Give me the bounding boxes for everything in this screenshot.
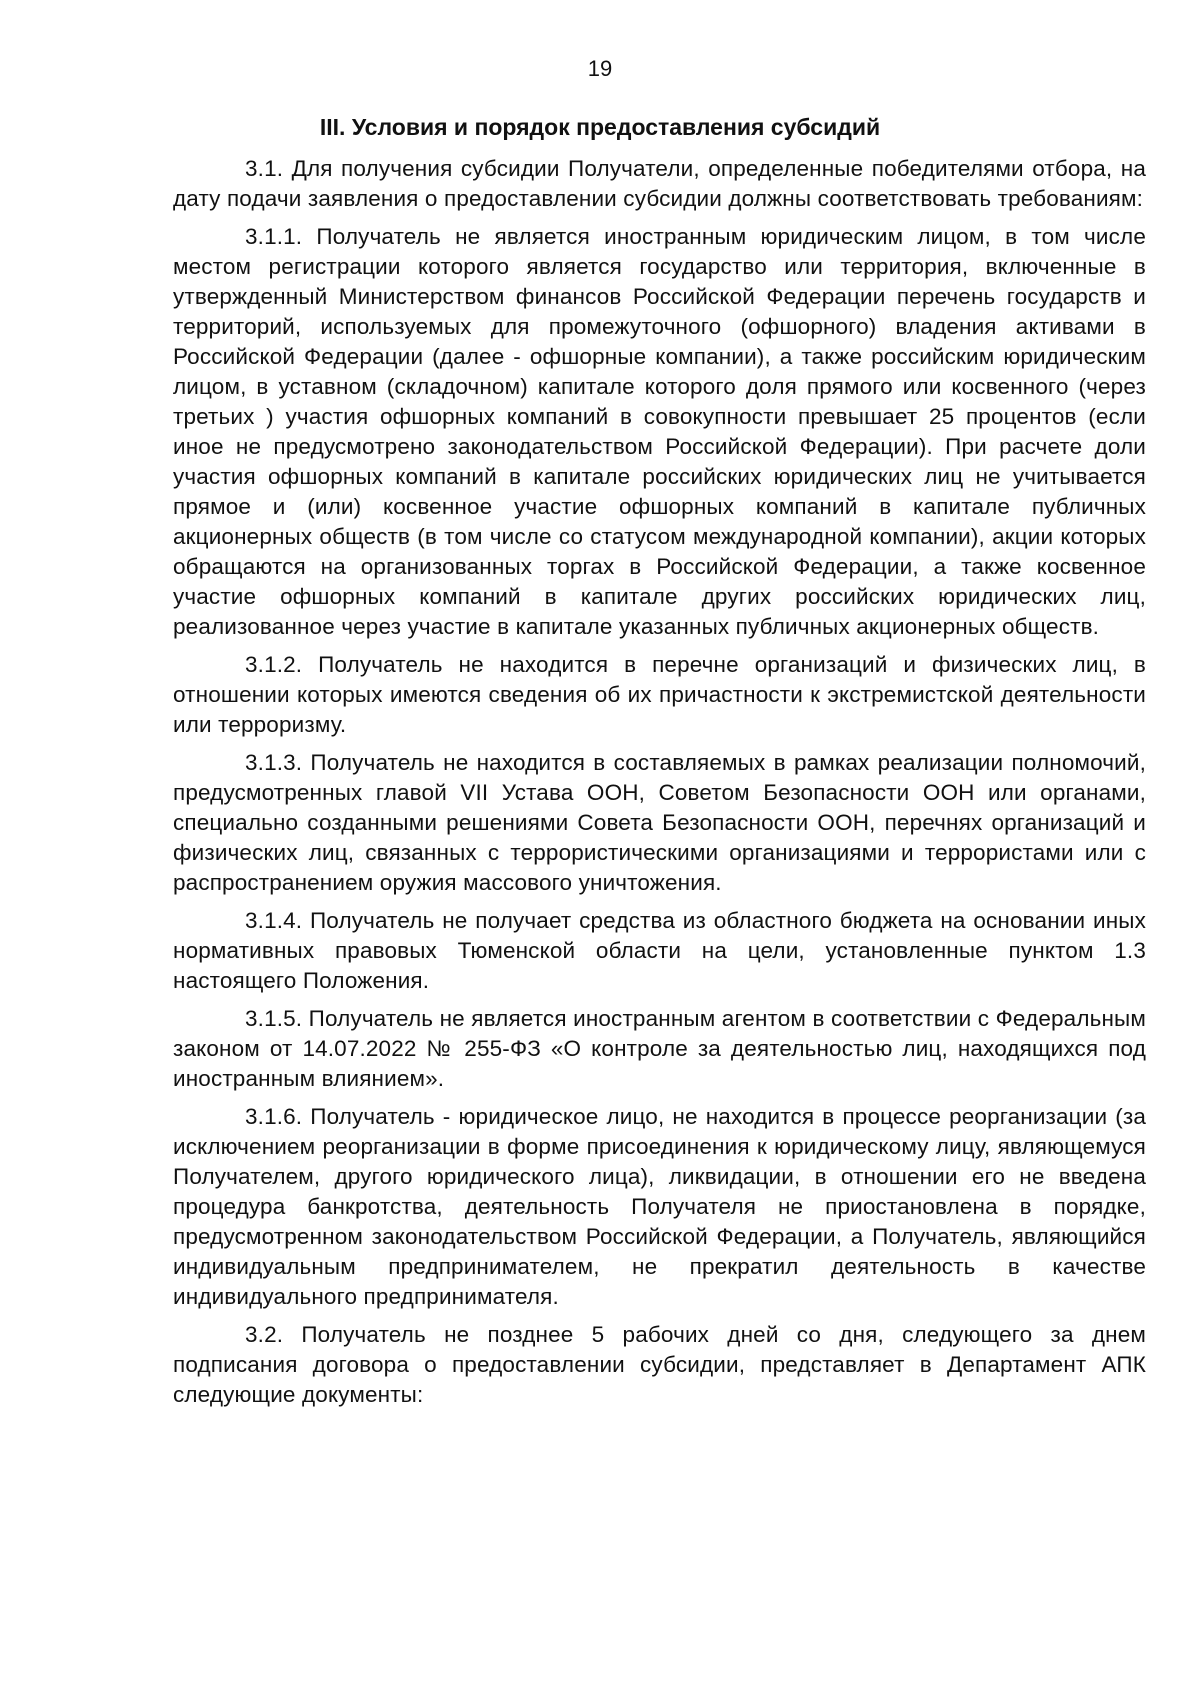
paragraph-3-1: 3.1. Для получения субсидии Получатели, определенные победителями отбора, на дату подачи заявления о предоставлении субсидии должны соответствовать требованиям:: [173, 156, 1146, 211]
paragraph-3-1-1: 3.1.1. Получатель не является иностранным юридическим лицом, в том числе местом регистрации которого является государство или территория, включенные в утвержденный Министерством финансов Российской Федерации перечень государств и территорий, используемых для промежуточного (офшорного) владения активами в Российской Федерации (далее - офшорные компании), а также российским юридическим лицом, в уставном (складочном) капитале которого доля прямого или косвенного (через третьих ) участия офшорных компаний в совокупности превышает 25 процентов (если иное не предусмотрено законодательством Российской Федерации). При расчете доли участия офшорных компаний в капитале российских юридических лиц не учитывается прямое и (или) косвенное участие офшорных компаний в капитале публичных акционерных обществ (в том числе со статусом международной компании), акции которых обращаются на организованных торгах в Российской Федерации, а также косвенное участие офшорных компаний в капитале других российских юридических лиц, реализованное через участие в капитале указанных публичных акционерных обществ.: [173, 224, 1146, 639]
paragraph-3-1-3: 3.1.3. Получатель не находится в составляемых в рамках реализации полномочий, предусмотренных главой VII Устава ООН, Советом Безопасности ООН или органами, специально созданными решениями Совета Безопасности ООН, перечнях организаций и физических лиц, связанных с террористическими организациями и террористами или с распространением оружия массового уничтожения.: [173, 750, 1146, 895]
paragraph-3-2: 3.2. Получатель не позднее 5 рабочих дней со дня, следующего за днем подписания договора о предоставлении субсидии, представляет в Департамент АПК следующие документы:: [173, 1322, 1146, 1407]
paragraph-3-1-5: 3.1.5. Получатель не является иностранным агентом в соответствии с Федеральным законом от 14.07.2022 № 255-ФЗ «О контроле за деятельностью лиц, находящихся под иностранным влиянием».: [173, 1006, 1146, 1091]
document-body: [173, 154, 1146, 1418]
section-heading: III. Условия и порядок предоставления субсидий: [319, 114, 881, 140]
paragraph-3-1-4: 3.1.4. Получатель не получает средства из областного бюджета на основании иных нормативных правовых Тюменской области на цели, установленные пунктом 1.3 настоящего Положения.: [173, 908, 1146, 993]
paragraph-3-1-2: 3.1.2. Получатель не находится в перечне организаций и физических лиц, в отношении которых имеются сведения об их причастности к экстремистской деятельности или терроризму.: [173, 652, 1146, 737]
paragraph-3-1-6: 3.1.6. Получатель - юридическое лицо, не находится в процессе реорганизации (за исключением реорганизации в форме присоединения к юридическому лицу, являющемуся Получателем, другого юридического лица), ликвидации, в отношении его не введена процедура банкротства, деятельность Получателя не приостановлена в порядке, предусмотренном законодательством Российской Федерации, а Получатель, являющийся индивидуальным предпринимателем, не прекратил деятельность в качестве индивидуального предпринимателя.: [173, 1104, 1146, 1309]
page-number: 19: [587, 56, 613, 81]
